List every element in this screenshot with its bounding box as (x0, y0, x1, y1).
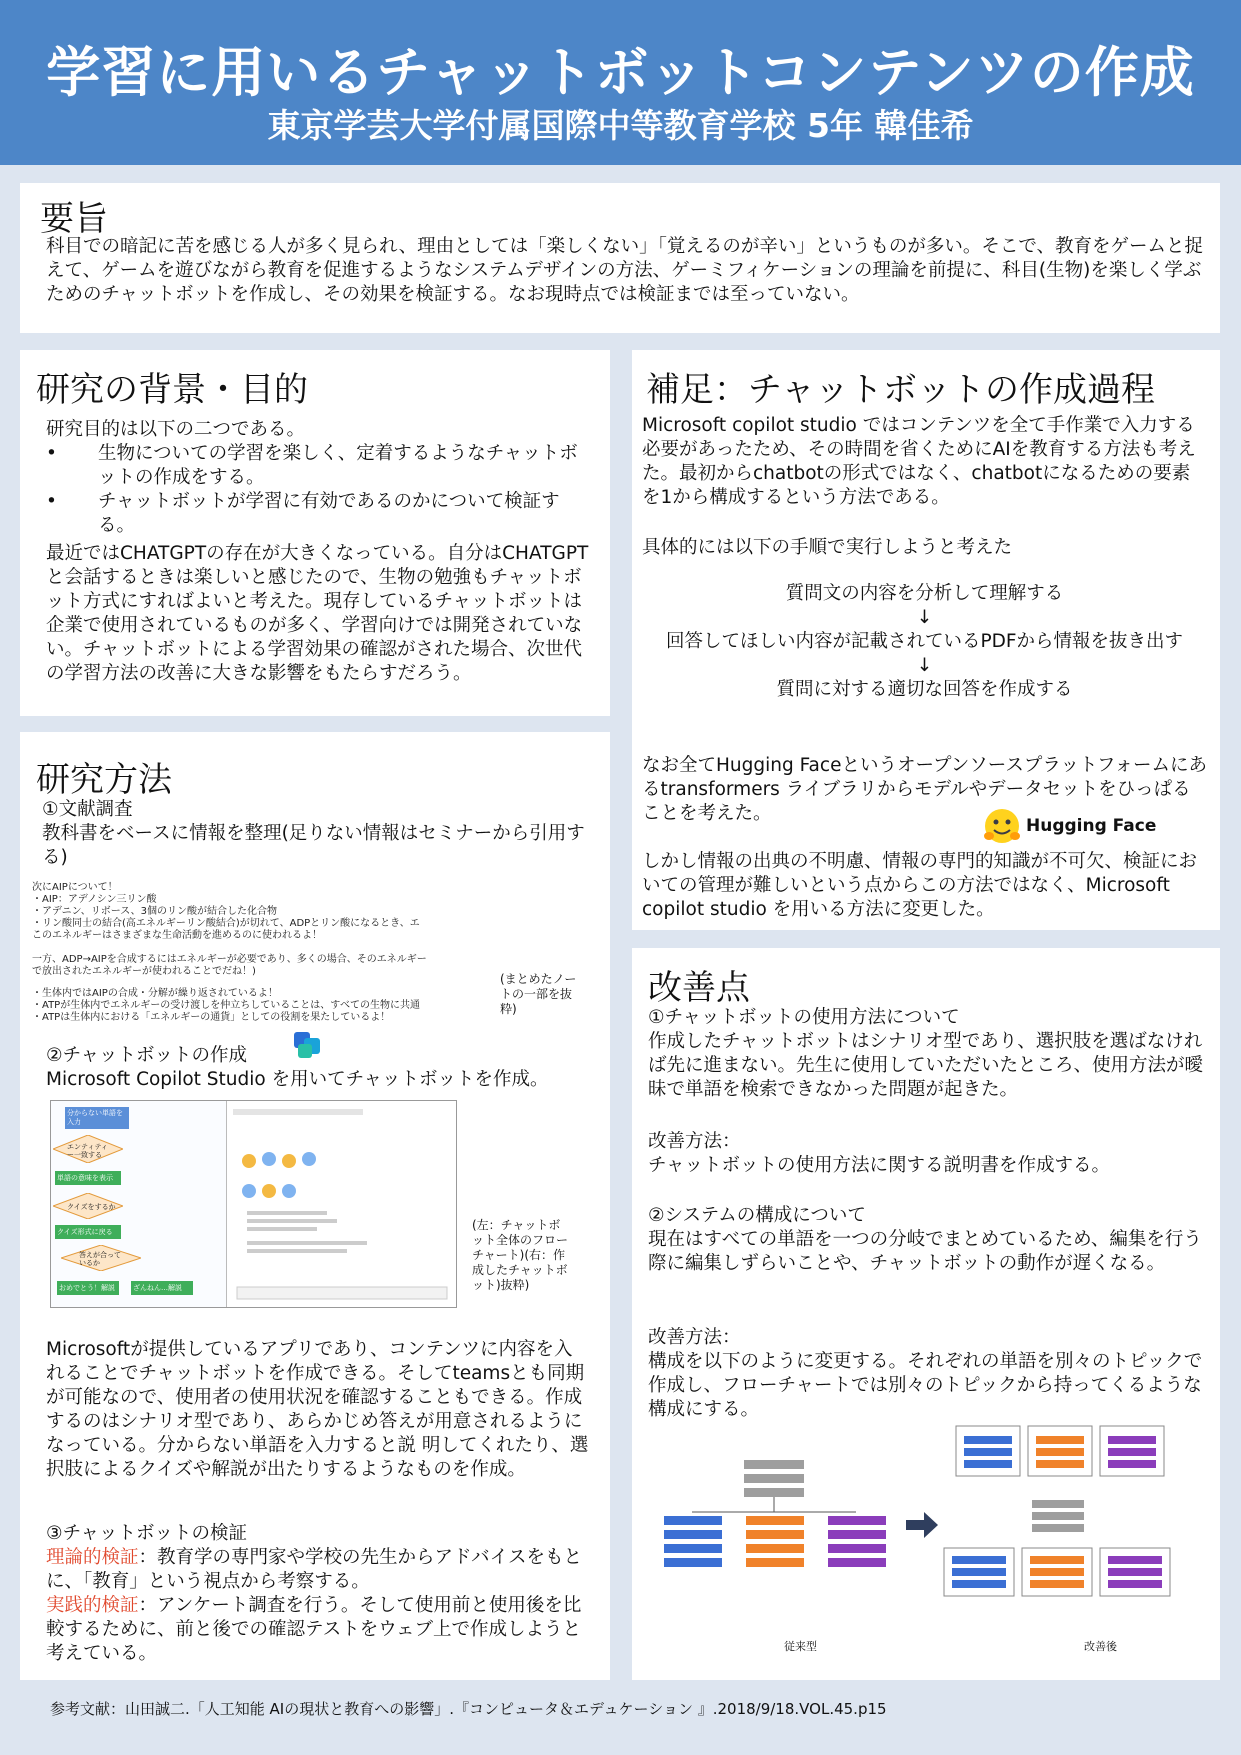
improvement-item1-title: ①チャットボットの使用方法について (648, 1007, 960, 1028)
notes-caption: (まとめたノートの一部を抜粋) (500, 972, 577, 1016)
arrow-icon (906, 1512, 938, 1538)
improvement-item2-text: 現在はすべての単語を一つの分岐でまとめているため、編集を行う際に編集しずらいことや、チャットボットの動作が遅くなる。 (648, 1229, 1202, 1274)
flow-node: ざんねん…解説 (131, 1281, 193, 1295)
old-structure-label: 従来型 (784, 1640, 817, 1653)
improvement-heading: 改善点 (648, 968, 750, 1008)
poster-header (0, 0, 1241, 165)
improvement-method2: 構成を以下のように変更する。それぞれの単語を別々のトピックで作成し、フローチャートでは別々のトピックから持ってくるような構成にする。 (648, 1351, 1203, 1420)
theory-verification: 理論的検証：教育学の専門家や学校の先生からアドバイスをもとに、「教育」という視点から考察する。 (46, 1547, 582, 1592)
supplement-p1: Microsoft copilot studio ではコンテンツを全て手作業で入力する必要があったため、その時間を省くためにAIを教育する方法も考えた。最初からchatbotの形式ではなく、chatbotになるための要素を1から構成するという方法である。 (642, 415, 1196, 508)
flow-decision: 答えが合っているか (61, 1245, 141, 1271)
abstract-heading: 要旨 (40, 199, 108, 239)
step1-text: 教科書をベースに情報を整理(足りない情報はセミナーから引用する) (42, 823, 585, 868)
arrow-icon: ↓ (916, 655, 933, 676)
pipeline-steps (642, 582, 1207, 702)
abstract-panel (20, 183, 1220, 333)
improvement-method-label: 改善方法： (648, 1327, 741, 1348)
pipeline-step: 質問文の内容を分析して理解する (785, 583, 1064, 604)
new-structure-label: 改善後 (1084, 1640, 1117, 1653)
step2-text: Microsoft Copilot Studio を用いてチャットボットを作成。 (46, 1069, 549, 1090)
abstract-text: 科目での暗記に苦を感じる人が多く見られ、理由としては「楽しくない」「覚えるのが辛い」というものが多い。そこで、教育をゲームと捉えて、ゲームを遊びながら教育を促進するようなシステムデザインの方法、ゲーミフィケーションの理論を前提に、科目(生物)を楽しく学ぶためのチャットボットを作成し、その効果を検証する。なお現時点では検証までは至っていない。 (46, 236, 1203, 305)
screenshot-caption: (左：チャットボット全体のフローチャート)(右：作成したチャットボット)抜粋) (472, 1218, 569, 1292)
flow-node: 分からない単語を入力 (65, 1107, 129, 1129)
supplement-heading: 補足：チャットボットの作成過程 (646, 370, 1155, 410)
pipeline-step: 質問に対する適切な回答を作成する (776, 679, 1073, 700)
step2-body: Microsoftが提供しているアプリであり、コンテンツに内容を入れることでチャットボットを作成できる。そしてteamsとも同期が可能なので、使用者の使用状況を確認することもできる。作成するのはシナリオ型であり、あらかじめ答えが用意されるようになっている。分からない単語を入力すると説 明してくれたり、選択肢によるクイズや解説が出たりするようなものを作成。 (46, 1339, 589, 1480)
bullet-mark: • (46, 443, 57, 464)
new-structure (944, 1426, 1170, 1596)
bullet-mark: • (46, 491, 57, 512)
structure-diagram (652, 1418, 1202, 1603)
improvement-item1-text: 作成したチャットボットはシナリオ型であり、選択肢を選ばなければ先に進まない。先生に使用していただいたところ、使用方法が曖昧で単語を検索できなかった問題が起きた。 (648, 1031, 1204, 1100)
chat-pane (227, 1101, 456, 1307)
background-bullet: 生物についての学習を楽しく、定着するようなチャットボットの作成をする。 (98, 443, 578, 488)
supplement-p4: しかし情報の出典の不明慮、情報の専門的知識が不可欠、検証においての管理が難しいという点からこの方法ではなく、Microsoft copilot studio を用いる方法に変更した。 (642, 851, 1198, 920)
references: 参考文献：山田誠二.「人工知能 AIの現状と教育への影響」.『コンピュータ＆エデュケーション 』.2018/9/18.VOL.45.p15 (50, 1700, 887, 1718)
flow-decision: クイズをするか (53, 1193, 123, 1219)
method-panel (20, 732, 610, 1680)
supplement-panel (632, 350, 1220, 930)
hugging-face-icon (982, 806, 1022, 846)
study-notes-excerpt: 次にAIPについて！ ・AIP：アデノシン三リン酸 ・アデニン、リボース、3個のリン酸が結合した化合物 ・リン酸同士の結合(高エネルギーリン酸結合)が切れて、ADPとリン酸になるとき、エ このエネルギーはさまざまな生命活動を進めるのに使われるよ！ 一方、ADP→AIPを合成するにはエネルギーが必要であり、多くの場合、そのエネルギー で放出されたエネルギーが使われることでだね！) ・生体内ではAIPの合成・分解が繰り返されているよ！ ・ATPが生体内でエネルギーの受け渡しを仲立ちしていることは、すべての生物に共通 ・ATPは生体内における「エネルギーの通貨」としての役割を果たしているよ！ (32, 882, 427, 1023)
background-heading: 研究の背景・目的 (36, 370, 308, 410)
practical-verification: 実践的検証：アンケート調査を行う。そして使用前と使用後を比較するために、前と後での確認テストをウェブ上で作成しようと考えている。 (46, 1595, 582, 1664)
flow-node: クイズ形式に戻る (55, 1225, 121, 1239)
background-body: 最近ではCHATGPTの存在が大きくなっている。自分はCHATGPTと会話するときは楽しいと感じたので、生物の勉強もチャットボット方式にすればよいと考えた。現存しているチャットボットは企業で使用されているものが多く、学習向けでは開発されていない。チャットボットによる学習効果の確認がされた場合、次世代の学習方法の改善に大きな影響をもたらすだろう。 (46, 543, 589, 684)
improvement-panel (632, 948, 1220, 1680)
old-structure (664, 1460, 886, 1567)
supplement-p3: なお全てHugging Faceというオープンソースプラットフォームにあるtransformers ライブラリからモデルやデータセットをひっぱることを考えた。 (642, 755, 1208, 824)
copilot-studio-icon (290, 1028, 324, 1066)
flow-node: 単語の意味を表示 (55, 1171, 121, 1185)
flow-node: おめでとう！解説 (57, 1281, 119, 1295)
hugging-face-logo: Hugging Face (982, 806, 1192, 846)
improvement-method-label: 改善方法： (648, 1131, 741, 1152)
background-bullet: チャットボットが学習に有効であるのかについて検証する。 (98, 491, 560, 536)
improvement-method1: チャットボットの使用方法に関する説明書を作成する。 (648, 1155, 1110, 1176)
background-intro: 研究目的は以下の二つである。 (46, 419, 306, 440)
pipeline-step: 回答してほしい内容が記載されているPDFから情報を抜き出す (665, 631, 1184, 652)
poster-author: 東京学芸大学付属国際中等教育学校 5年 韓佳希 (267, 106, 974, 145)
method-heading: 研究方法 (36, 760, 172, 800)
improvement-item2-title: ②システムの構成について (648, 1205, 866, 1226)
flowchart-pane (51, 1101, 227, 1307)
supplement-p2: 具体的には以下の手順で実行しようと考えた (642, 537, 1013, 558)
chatbot-screenshot (50, 1100, 457, 1308)
arrow-icon: ↓ (916, 607, 933, 628)
step2-title: ②チャットボットの作成 (46, 1045, 248, 1066)
step3-title: ③チャットボットの検証 (46, 1523, 248, 1544)
step1-title: ①文献調査 (42, 799, 133, 820)
poster-title: 学習に用いるチャットボットコンテンツの作成 (46, 41, 1195, 104)
background-panel (20, 350, 610, 716)
flow-decision: エンティティー一致する (53, 1135, 123, 1163)
